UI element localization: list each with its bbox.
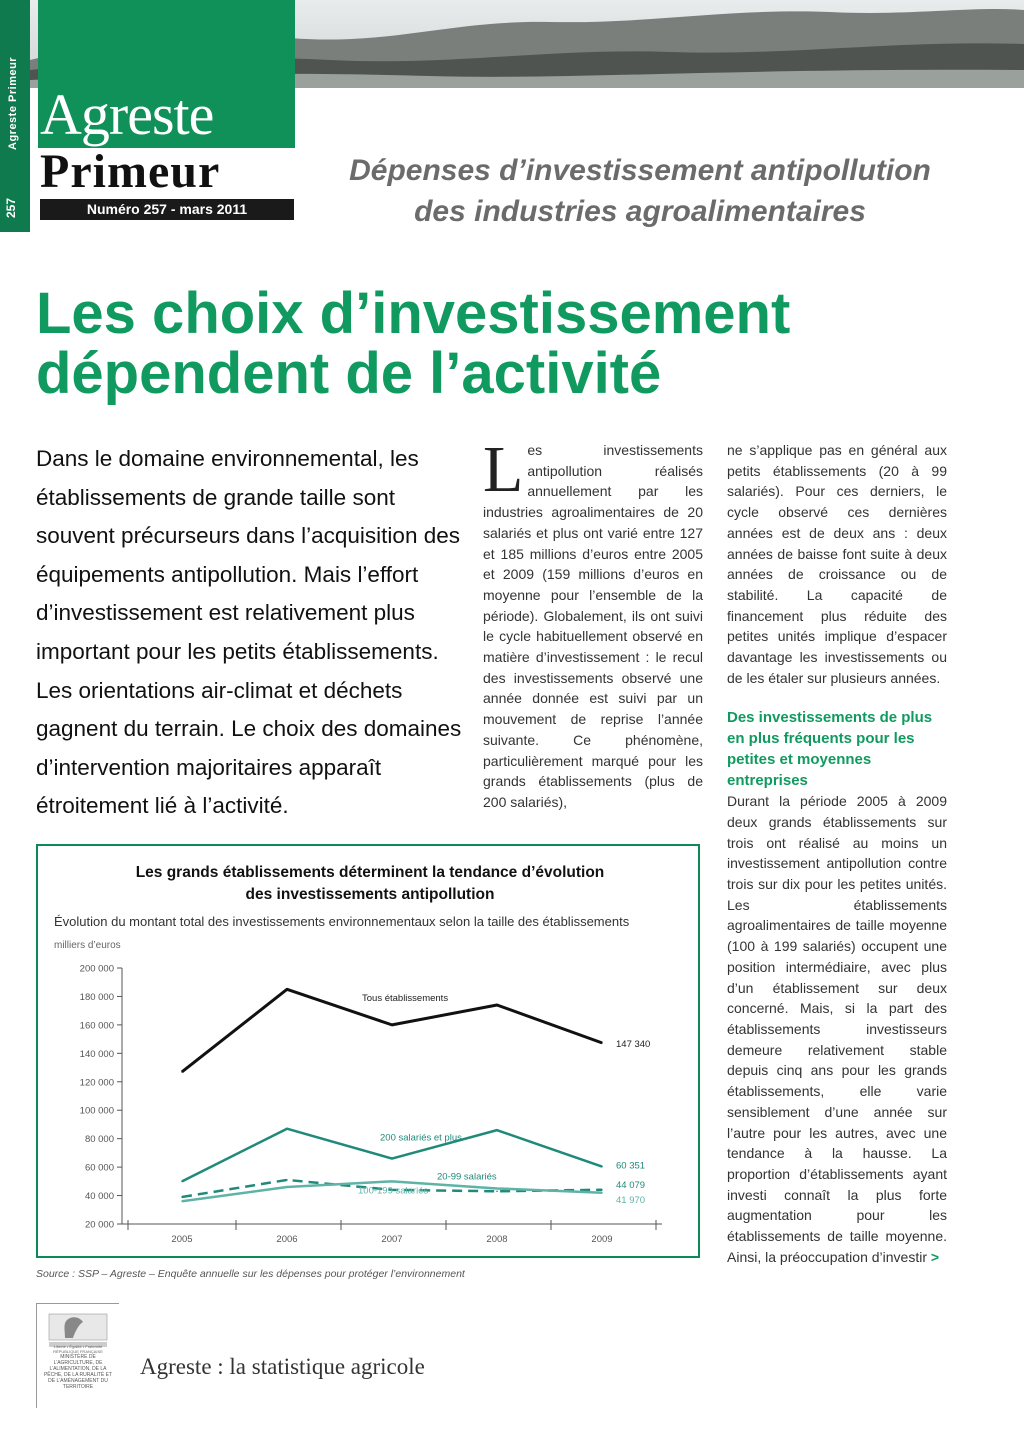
- issue-label: Numéro 257 - mars 2011: [40, 199, 294, 220]
- subtitle-line-2: des industries agroalimentaires: [414, 195, 866, 228]
- drop-cap: L: [483, 433, 524, 506]
- y-axis-unit-label: milliers d’euros: [54, 940, 121, 951]
- brand-agreste: Agreste: [40, 82, 214, 147]
- page-title: [36, 281, 936, 406]
- y-tick-label: 20 000: [84, 1219, 114, 1231]
- ministry-logo: [36, 1303, 119, 1408]
- title-line-1: Les choix d’investissement: [36, 281, 791, 346]
- column-2-text-b-body: Durant la période 2005 à 2009 deux grands établissements sur trois ont réalisé au moins un investissement antipollution contre trois sur dix pour les petites unités. Les établissements agroalimentaires de taille moyenne (100 à 199 salariés) occupent une position intermédiaire, avec plus d’un établissement sur deux concerné. Mais, si la part des établissements investisseurs demeure relativement stable depuis cinq ans pour les grands établissements, elle varie sensiblement d’une année sur l’autre pour les autres, avec une tendance à la hausse. La proportion d’établissements ayant investi connaît la plus forte augmentation pour les établissements de taille moyenne. Ainsi, la préoccupation d’investir: [727, 793, 947, 1265]
- chart-title-line-1: Les grands établissements déterminent la tendance d’évolution: [135, 864, 605, 881]
- series-label-1: Tous établissements: [362, 992, 449, 1004]
- chart-title-line-2: des investissements antipollution: [245, 886, 495, 903]
- line-chart: [38, 846, 698, 1256]
- chart-subtitle: Évolution du montant total des investissements environnementaux selon la taille des établissements: [54, 914, 630, 929]
- series-label-4: 100-199 salariés: [358, 1185, 429, 1197]
- column-2-text: ne s’applique pas en général aux petits établissements (20 à 99 salariés). Pour ces derniers, le cycle observé ces dernières années est de deux ans : deux années de baisse font suite à deux années de croissance ou de stabilité. La capacité de financement plus réduite des petites unités implique d’espacer davantage les investissements ou de les étaler sur plusieurs années.: [727, 442, 947, 686]
- data-point: [601, 1166, 603, 1168]
- data-point: [496, 1190, 498, 1192]
- data-point: [601, 1189, 603, 1191]
- side-strip: [0, 0, 30, 232]
- data-point: [496, 1004, 498, 1006]
- end-value-label-4: 41 970: [616, 1194, 646, 1206]
- data-point: [496, 1129, 498, 1131]
- subtitle-line-1: Dépenses d’investissement antipollution: [349, 154, 931, 187]
- end-value-label-3: 44 079: [616, 1179, 646, 1191]
- series-label-3: 20-99 salariés: [437, 1171, 497, 1183]
- title-line-2: dépendent de l’activité: [36, 341, 662, 406]
- chart-box: [36, 844, 700, 1258]
- data-point: [391, 1024, 393, 1026]
- data-point: [601, 1042, 603, 1044]
- side-issue-number: 257: [4, 197, 18, 218]
- data-point: [286, 1186, 288, 1188]
- x-tick-label: 2008: [486, 1234, 508, 1245]
- y-tick-label: 200 000: [79, 963, 114, 975]
- y-tick-label: 140 000: [79, 1048, 114, 1060]
- data-point: [496, 1188, 498, 1190]
- footer-tagline: Agreste : la statistique agricole: [140, 1354, 425, 1379]
- section-heading: Des investissements de plus en plus fréquents pour les petites et moyennes entreprises: [727, 709, 933, 789]
- article-column-1: [483, 433, 703, 813]
- x-tick-label: 2007: [381, 1234, 403, 1245]
- column-2-text-b: [727, 791, 947, 1267]
- y-tick-label: 40 000: [84, 1191, 114, 1203]
- publication-subtitle: [300, 150, 980, 232]
- x-tick-label: 2009: [591, 1234, 613, 1245]
- data-point: [181, 1181, 183, 1183]
- y-tick-label: 180 000: [79, 991, 114, 1003]
- y-tick-label: 60 000: [84, 1162, 114, 1174]
- chart-source: Source : SSP – Agreste – Enquête annuelle sur les dépenses pour protéger l’environnement: [36, 1268, 465, 1280]
- column-1-text: es investissements antipollution réalisés annuellement par les industries agroalimentaires de 20 salariés et plus ont varié entre 127 et 185 millions d’euros entre 2005 et 2009 (159 millions d’euros en moyenne pour l’ensemble de la période). Globalement, ils ont suivi le cycle habituellement observé en matière d’investissement : le recul des investissements observé une année donnée est suivi par un mouvement de reprise l’année suivante. Ce phénomène, particulièrement marqué pour les grands établissements (plus de 200 salariés),: [483, 442, 703, 810]
- data-point: [181, 1196, 183, 1198]
- data-point: [286, 1179, 288, 1181]
- end-value-label-2: 60 351: [616, 1160, 646, 1172]
- x-tick-label: 2006: [276, 1234, 298, 1245]
- article-column-2: [727, 440, 947, 1267]
- lead-paragraph: Dans le domaine environnemental, les établissements de grande taille sont souvent précurseurs dans l’acquisition des équipements antipollution. Mais l’effort d’investissement est relativement plus important pour les petits établissements. Les orientations air-climat et déchets gagnent du terrain. Le choix des domaines d’intervention majoritaires apparaît étroitement lié à l’activité.: [36, 446, 462, 819]
- data-point: [181, 1200, 183, 1202]
- republic-label: Liberté • Égalité • Fraternité RÉPUBLIQUE FRANÇAISE: [53, 1344, 103, 1354]
- y-tick-label: 160 000: [79, 1020, 114, 1032]
- y-tick-label: 80 000: [84, 1134, 114, 1146]
- brand-primeur: Primeur: [40, 145, 221, 198]
- data-point: [391, 1181, 393, 1183]
- x-tick-label: 2005: [171, 1234, 193, 1245]
- data-point: [181, 1071, 183, 1073]
- ministry-label: MINISTÈRE DE L’AGRICULTURE, DE L’ALIMENTATION, DE LA PÊCHE, DE LA RURALITÉ ET DE L’AMÉNAGEMENT DU TERRITOIRE: [43, 1354, 113, 1390]
- end-value-label-1: 147 340: [616, 1038, 651, 1050]
- side-title: Agreste Primeur: [7, 56, 19, 150]
- continue-arrow-icon: >: [930, 1248, 940, 1265]
- data-point: [601, 1192, 603, 1194]
- data-point: [286, 989, 288, 991]
- series-label-2: 200 salariés et plus: [380, 1132, 462, 1144]
- y-tick-label: 100 000: [79, 1105, 114, 1117]
- y-tick-label: 120 000: [79, 1077, 114, 1089]
- data-point: [286, 1128, 288, 1130]
- data-point: [391, 1158, 393, 1160]
